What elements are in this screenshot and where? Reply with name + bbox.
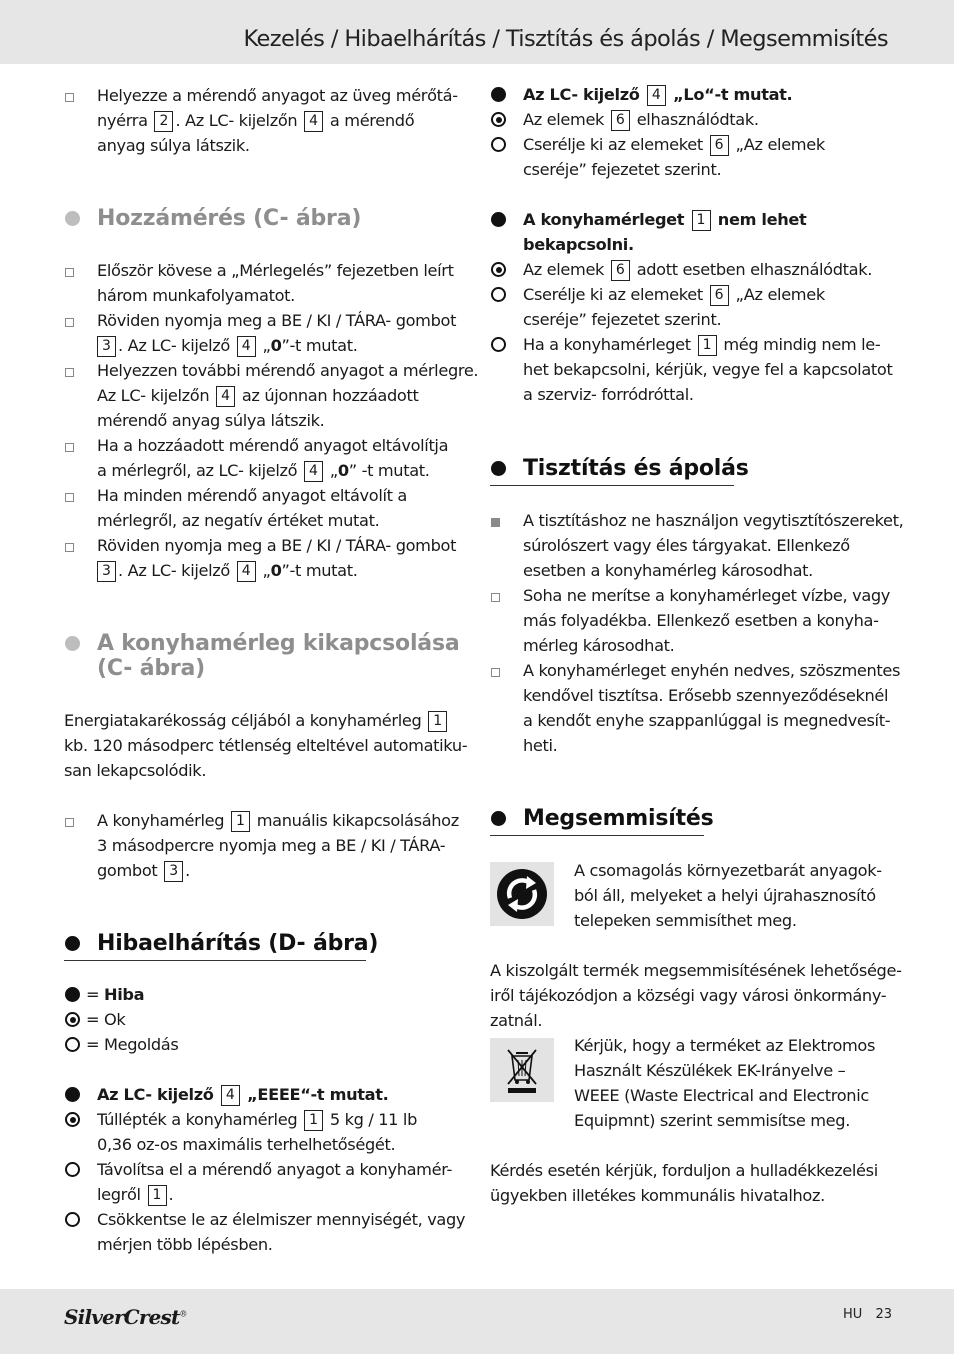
heading-underline <box>490 835 704 836</box>
cause-icon <box>65 1112 80 1127</box>
text-line: Ha a konyhamérleget 1 még mindig nem le- <box>523 335 881 354</box>
text-line: Cserélje ki az elemeket 6 „Az elemek <box>523 285 825 304</box>
part-number-box: 4 <box>216 386 235 407</box>
section-bullet-icon <box>491 811 506 826</box>
text-line: súrolószert vagy éles tárgyakat. Ellenkező <box>523 536 850 555</box>
part-number-box: 4 <box>304 461 323 482</box>
text-line: Használt Készülékek EK-Irányelve – <box>574 1061 846 1080</box>
section-heading-clean: Tisztítás és ápolás <box>523 456 749 481</box>
text-line: a szerviz- forródróttal. <box>523 385 694 404</box>
error-icon <box>491 87 506 102</box>
text-line: A tisztításhoz ne használjon vegytisztítószereket, <box>523 511 904 530</box>
text-line: Túllépték a konyhamérleg 1 5 kg / 11 lb <box>97 1110 417 1129</box>
text-line: Equipmnt) szerint semmisítse meg. <box>574 1111 851 1130</box>
error-icon <box>65 1087 80 1102</box>
text-line: het bekapcsolni, kérjük, vegye fel a kapcsolatot <box>523 360 893 379</box>
error-title-cont: bekapcsolni. <box>523 235 634 254</box>
text-line: 3 . Az LC- kijelző 4 „0”-t mutat. <box>95 333 358 358</box>
text-line: Ha a hozzáadott mérendő anyagot eltávolítja <box>97 436 449 455</box>
page-number: HU 23 <box>843 1307 892 1322</box>
part-number-box: 6 <box>710 135 729 156</box>
part-number-box: 1 <box>698 335 717 356</box>
bullet-square-icon <box>65 543 74 552</box>
text-line: zatnál. <box>490 1011 543 1030</box>
text-line: kb. 120 másodperc tétlenség elteltével automatiku- <box>64 736 468 755</box>
text-line: más folyadékba. Ellenkező esetben a konyha- <box>523 611 879 630</box>
text-line: Röviden nyomja meg a BE / KI / TÁRA- gombot <box>97 536 457 555</box>
solution-icon <box>491 337 506 352</box>
part-number-box: 3 <box>97 561 116 582</box>
text-line: 3 . Az LC- kijelző 4 „0”-t mutat. <box>95 558 358 583</box>
text-line: ügyekben illetékes kommunális hivatalhoz. <box>490 1186 825 1205</box>
section-bullet-icon <box>491 461 506 476</box>
part-number-box: 6 <box>611 260 630 281</box>
brand-logo: SilverCrest® <box>64 1305 187 1329</box>
text-line: a kendőt enyhe szappanlúggal is megnedvesít- <box>523 711 891 730</box>
part-number-box: 2 <box>154 111 173 132</box>
text-line: legről 1 . <box>97 1185 174 1204</box>
solution-legend-icon <box>65 1037 80 1052</box>
text-line: mérendő anyag súlya látszik. <box>97 411 325 430</box>
section-heading-dispose: Megsemmisítés <box>523 806 714 831</box>
bullet-square-icon <box>65 493 74 502</box>
text-line: mérlegről, az negatív értéket mutat. <box>97 511 380 530</box>
solution-icon <box>491 287 506 302</box>
solution-icon <box>491 137 506 152</box>
text-line: gombot 3 . <box>97 861 190 880</box>
heading-underline <box>490 485 734 486</box>
text-line: Az elemek 6 adott esetben elhasználódtak. <box>523 260 873 279</box>
part-number-box: 1 <box>148 1185 167 1206</box>
text-line: Csökkentse le az élelmiszer mennyiségét, vagy <box>97 1210 466 1229</box>
section-heading-off-sub: (C- ábra) <box>97 656 206 681</box>
part-number-box: 3 <box>97 336 116 357</box>
text-line: kendővel tisztítsa. Erősebb szennyeződéseknél <box>523 686 889 705</box>
section-heading-off: A konyhamérleg kikapcsolása <box>97 631 460 656</box>
error-title: A konyhamérleget 1 nem lehet <box>523 210 807 229</box>
text-line: A konyhamérleg 1 manuális kikapcsolásához <box>97 811 459 830</box>
text-line: három munkafolyamatot. <box>97 286 295 305</box>
part-number-box: 4 <box>304 111 323 132</box>
text-line: Helyezzen további mérendő anyagot a mérlegre. <box>97 361 479 380</box>
text-line: Cserélje ki az elemeket 6 „Az elemek <box>523 135 825 154</box>
text-line: Kérjük, hogy a terméket az Elektromos <box>574 1036 876 1055</box>
text-line: Távolítsa el a mérendő anyagot a konyhamér- <box>97 1160 452 1179</box>
text-line: Helyezze a mérendő anyagot az üveg mérőtá- <box>97 86 458 105</box>
part-number-box: 1 <box>304 1110 323 1131</box>
solution-icon <box>65 1162 80 1177</box>
page-title: Kezelés / Hibaelhárítás / Tisztítás és ápolás / Megsemmisítés <box>243 26 888 52</box>
text-line: esetben a konyhamérleg károsodhat. <box>523 561 813 580</box>
part-number-box: 4 <box>647 85 666 106</box>
text-line: mérleg károsodhat. <box>523 636 675 655</box>
part-number-box: 6 <box>611 110 630 131</box>
text-line: Röviden nyomja meg a BE / KI / TÁRA- gombot <box>97 311 457 330</box>
text-line: 3 másodpercre nyomja meg a BE / KI / TÁRA- <box>97 836 446 855</box>
solution-icon <box>65 1212 80 1227</box>
legend-error: = Hiba <box>86 985 145 1004</box>
text-line: anyag súlya látszik. <box>97 136 250 155</box>
bullet-square-icon <box>65 443 74 452</box>
text-line: A csomagolás környezetbarát anyagok- <box>574 861 882 880</box>
text-line: A konyhamérleget enyhén nedves, szöszmentes <box>523 661 901 680</box>
heading-underline <box>64 960 366 961</box>
part-number-box: 4 <box>221 1085 240 1106</box>
bullet-square-icon <box>65 268 74 277</box>
text-line: Az LC- kijelzőn 4 az újonnan hozzáadott <box>97 386 419 405</box>
bullet-square-icon <box>65 93 74 102</box>
text-line: telepeken semmisíthet meg. <box>574 911 797 930</box>
section-heading-trouble: Hibaelhárítás (D- ábra) <box>97 931 379 956</box>
cause-icon <box>491 112 506 127</box>
text-line: iről tájékozódjon a községi vagy városi önkormány- <box>490 986 887 1005</box>
text-line: san lekapcsolódik. <box>64 761 207 780</box>
green-dot-recycle-icon <box>490 862 554 926</box>
text-line: ból áll, melyeket a helyi újrahasznosító <box>574 886 876 905</box>
text-line: cseréje” fejezetet szerint. <box>523 160 722 179</box>
text-line: Energiatakarékosság céljából a konyhamérleg 1 <box>64 708 449 733</box>
error-title: Az LC- kijelző 4 „EEEE“-t mutat. <box>97 1085 389 1104</box>
cause-icon <box>491 262 506 277</box>
section-bullet-icon <box>65 211 80 226</box>
bullet-square-icon <box>65 318 74 327</box>
text-line: mérjen több lépésben. <box>97 1235 273 1254</box>
text-line: Soha ne merítse a konyhamérleget vízbe, vagy <box>523 586 891 605</box>
part-number-box: 4 <box>237 561 256 582</box>
error-icon <box>491 212 506 227</box>
error-legend-icon <box>65 987 80 1002</box>
part-number-box: 4 <box>237 336 256 357</box>
legend-solution: = Megoldás <box>86 1035 179 1054</box>
text-line: a mérlegről, az LC- kijelző 4 „0” -t mutat. <box>97 461 430 480</box>
part-number-box: 1 <box>428 711 447 732</box>
legend-cause: = Ok <box>86 1010 126 1029</box>
bullet-square-icon <box>491 593 500 602</box>
section-bullet-icon <box>65 936 80 951</box>
text-line: Először kövese a „Mérlegelés” fejezetben leírt <box>97 261 454 280</box>
text-line: WEEE (Waste Electrical and Electronic <box>574 1086 869 1105</box>
bullet-square-icon <box>491 668 500 677</box>
text-line: cseréje” fejezetet szerint. <box>523 310 722 329</box>
text-line: A kiszolgált termék megsemmisítésének lehetősége- <box>490 961 902 980</box>
warning-square-icon <box>491 518 500 527</box>
part-number-box: 1 <box>231 811 250 832</box>
crossed-bin-icon <box>490 1038 554 1102</box>
section-heading-add: Hozzámérés (C- ábra) <box>97 206 362 231</box>
text-line: 0,36 oz-os maximális terhelhetőségét. <box>97 1135 396 1154</box>
section-bullet-icon <box>65 636 80 651</box>
page-footer <box>0 1289 954 1354</box>
part-number-box: 3 <box>164 861 183 882</box>
error-title: Az LC- kijelző 4 „Lo“-t mutat. <box>523 85 793 104</box>
cause-legend-icon <box>65 1012 80 1027</box>
text-line: Az elemek 6 elhasználódtak. <box>523 110 759 129</box>
bullet-square-icon <box>65 368 74 377</box>
part-number-box: 1 <box>692 210 711 231</box>
text-line: Ha minden mérendő anyagot eltávolít a <box>97 486 407 505</box>
bullet-square-icon <box>65 818 74 827</box>
page-header <box>0 0 954 64</box>
text-line: Kérdés esetén kérjük, forduljon a hulladékkezelési <box>490 1161 878 1180</box>
text-line: nyérra 2 . Az LC- kijelzőn 4 a mérendő <box>97 111 415 130</box>
text-line: heti. <box>523 736 558 755</box>
part-number-box: 6 <box>710 285 729 306</box>
